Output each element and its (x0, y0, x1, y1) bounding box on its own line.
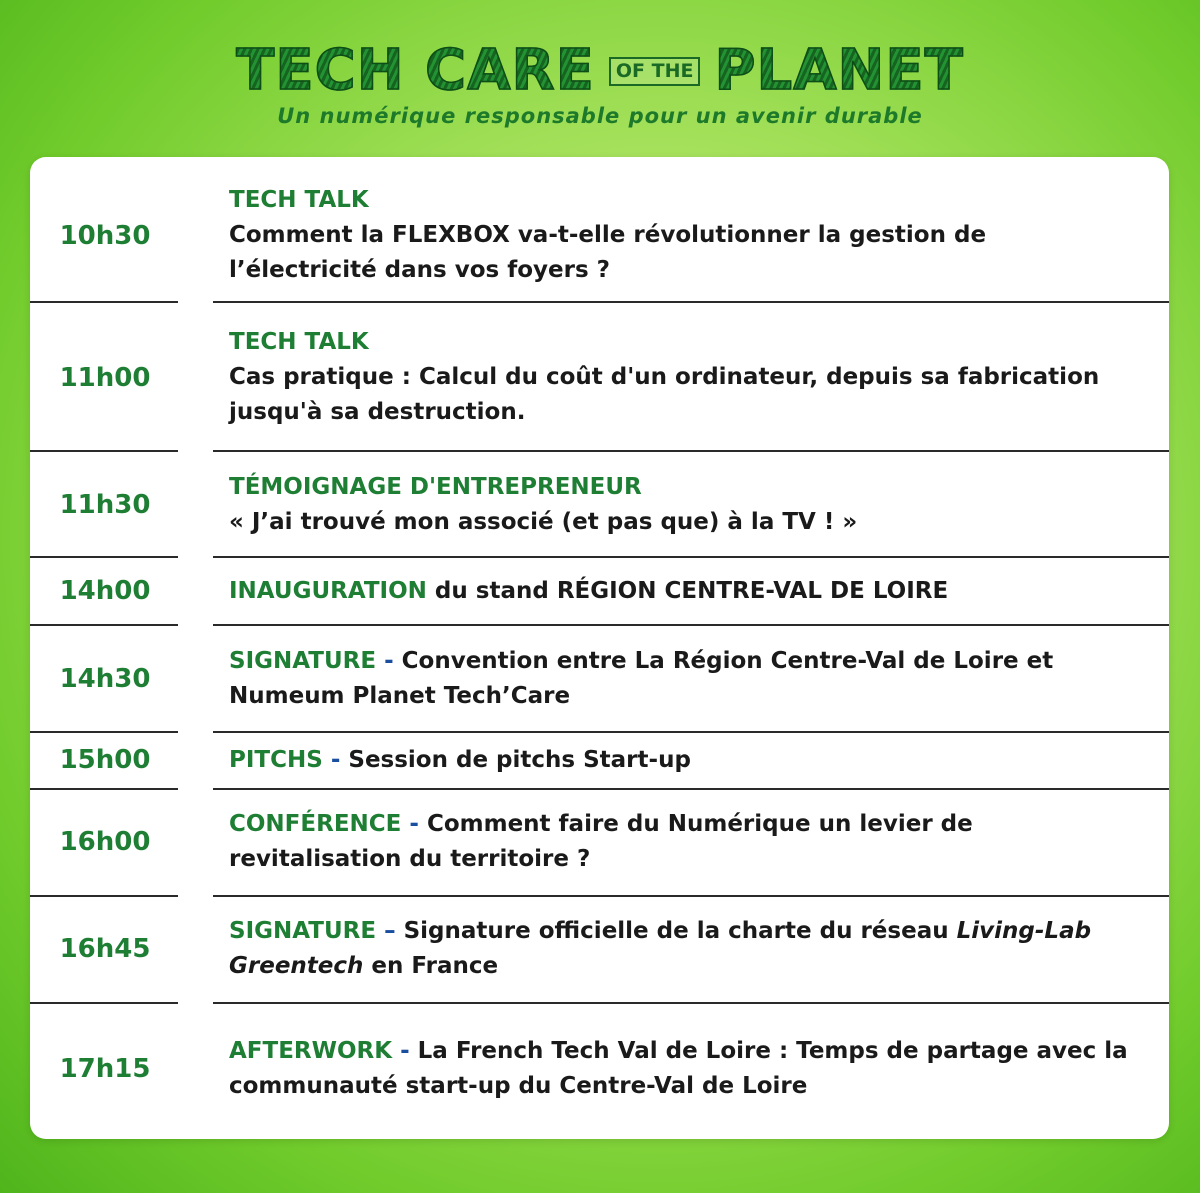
schedule-row (30, 790, 1169, 894)
session-title-rest: en France (371, 953, 499, 979)
separator-dash: - (330, 746, 341, 773)
session-type: SIGNATURE (229, 648, 377, 674)
row-divider (30, 301, 178, 303)
schedule-time: 15h00 (59, 745, 151, 775)
session-title-line: revitalisation du territoire ? (229, 846, 591, 872)
schedule-row (30, 454, 1169, 555)
separator-dash: – (384, 918, 396, 944)
session-title: du stand RÉGION CENTRE-VAL DE LOIRE (434, 577, 949, 604)
schedule-content (229, 1004, 1139, 1134)
schedule-content (229, 169, 1139, 302)
session-title-line: Numeum Planet Tech’Care (229, 683, 571, 709)
session-title-line (229, 743, 1139, 778)
schedule-row (30, 1004, 1169, 1134)
schedule-time: 17h15 (59, 1054, 151, 1084)
schedule-time: 10h30 (59, 220, 151, 251)
session-title-line (229, 574, 1139, 609)
row-divider (213, 301, 1169, 303)
session-type: TÉMOIGNAGE D'ENTREPRENEUR (229, 473, 642, 500)
schedule-row (30, 733, 1169, 787)
schedule-time: 16h00 (59, 827, 151, 857)
title-part2: PLANET (714, 38, 964, 103)
session-type: CONFÉRENCE (229, 811, 402, 837)
schedule-content (229, 627, 1139, 731)
session-title-line (229, 644, 1139, 679)
event-subtitle: Un numérique responsable pour un avenir durable (277, 104, 923, 128)
schedule-content (229, 790, 1139, 894)
schedule-content (229, 305, 1139, 450)
session-title: Comment faire du Numérique un levier de (426, 811, 973, 837)
session-title: Session de pitchs Start-up (348, 746, 691, 773)
session-title-line: l’électricité dans vos foyers ? (229, 257, 611, 283)
session-title: Signature officielle de la charte du réseau (403, 918, 949, 944)
session-type: PITCHS (229, 746, 323, 773)
schedule-content (229, 733, 1139, 787)
schedule-content (229, 897, 1139, 1001)
schedule-time: 16h45 (59, 934, 151, 964)
session-title-line: « J’ai trouvé mon associé (et pas que) à la TV ! » (229, 508, 858, 535)
session-title-line (229, 949, 1139, 984)
session-title-line (229, 914, 1139, 949)
schedule-time: 14h00 (59, 576, 151, 606)
schedule-content (229, 454, 1139, 555)
session-title-line: Cas pratique : Calcul du coût d'un ordinateur, depuis sa fabrication (229, 364, 1100, 390)
network-name-part1: Living-Lab (956, 918, 1092, 944)
schedule-row (30, 305, 1169, 450)
row-divider (213, 450, 1169, 452)
title-connector-badge: OF THE (609, 57, 701, 86)
row-divider (30, 450, 178, 452)
schedule-time: 11h30 (59, 489, 151, 520)
session-type: INAUGURATION (229, 577, 427, 604)
header (0, 30, 1200, 140)
schedule-row (30, 558, 1169, 624)
schedule-card (30, 157, 1169, 1139)
schedule-row (30, 169, 1169, 302)
session-title-line: jusqu'à sa destruction. (229, 399, 526, 425)
separator-dash: - (384, 648, 394, 674)
session-title: La French Tech Val de Loire : Temps de partage avec la (417, 1038, 1128, 1064)
schedule-row (30, 627, 1169, 731)
row-divider (30, 624, 178, 626)
session-type: TECH TALK (229, 187, 369, 213)
event-title (200, 36, 1000, 106)
schedule-row (30, 897, 1169, 1001)
session-title: Convention entre La Région Centre-Val de Loire et (401, 648, 1054, 674)
separator-dash: - (409, 811, 419, 837)
schedule-content (229, 558, 1139, 624)
network-name-part2: Greentech (229, 953, 364, 979)
session-type: AFTERWORK (229, 1038, 393, 1064)
session-type: SIGNATURE (229, 918, 377, 944)
session-title-line: communauté start-up du Centre-Val de Loire (229, 1073, 808, 1099)
session-title-line (229, 807, 1139, 842)
separator-dash: - (400, 1038, 410, 1064)
schedule-time: 11h00 (59, 362, 151, 393)
row-divider (213, 624, 1169, 626)
title-part1: TECH CARE (236, 38, 595, 103)
session-title-line (229, 1034, 1139, 1069)
session-title-line: Comment la FLEXBOX va-t-elle révolutionner la gestion de (229, 222, 987, 248)
schedule-time: 14h30 (59, 664, 151, 694)
session-type: TECH TALK (229, 329, 369, 355)
